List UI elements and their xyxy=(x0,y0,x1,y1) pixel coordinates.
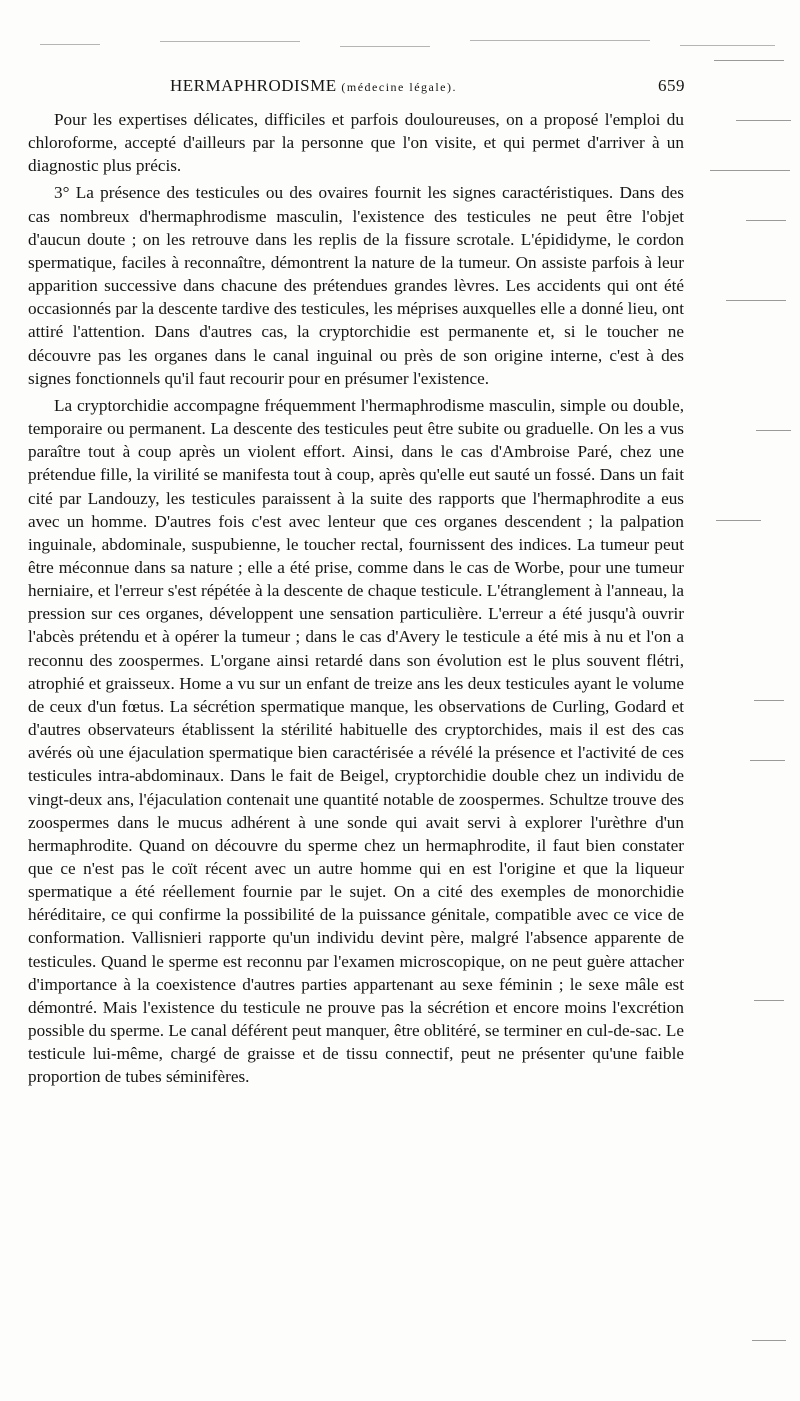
scan-noise-margin xyxy=(706,0,800,1401)
scan-noise-top xyxy=(40,36,780,54)
body-text xyxy=(28,108,684,1089)
running-title-subject: (médecine légale). xyxy=(341,80,458,94)
page-number: 659 xyxy=(658,76,685,95)
running-title xyxy=(170,76,457,96)
running-header xyxy=(170,76,685,100)
paragraph-3: La cryptorchidie accompagne fréquemment l'hermaphrodisme masculin, simple ou double, temporaire ou permanent. La descente des testicules peut être subite ou graduelle. On les a vus paraître tout à coup après un violent effort. Ainsi, dans le cas d'Ambroise Paré, chez une prétendue fille, la virilité se manifesta tout à coup, après qu'elle eut sauté un fossé. Dans un fait cité par Landouzy, les testicules paraissent à la suite des rapports que l'hermaphrodite a eus avec un homme. D'autres fois c'est avec lenteur que ces organes descendent ; la palpation inguinale, abdominale, suspubienne, le toucher rectal, fournissent des indices. La tumeur peut être méconnue dans sa nature ; elle a été prise, comme dans le cas de Worbe, pour une tumeur herniaire, et l'erreur s'est répétée à la descente de chaque testicule. L'étranglement à l'anneau, la pression sur ces organes, développent une sensation particulière. L'erreur a été jusqu'à ouvrir l'abcès prétendu et à opérer la tumeur ; dans le cas d'Avery le testicule a été mis à nu et l'on a reconnu des zoospermes. L'organe ainsi retardé dans son évolution est le plus souvent flétri, atrophié et graisseux. Home a vu sur un enfant de treize ans les deux testicules ayant le volume de ceux d'un fœtus. La sécrétion spermatique manque, les observations de Curling, Godard et d'autres observateurs établissent la stérilité habituelle des cryptorchides, mais il est des cas avérés où une éjaculation spermatique bien caractérisée a révélé la présence et l'activité de ces testicules intra-abdominaux. Dans le fait de Beigel, cryptorchidie double chez un individu de vingt-deux ans, l'éjaculation contenait une quantité notable de zoospermes. Schultze trouve des zoospermes dans le mucus adhérent à une sonde qui avait servi à explorer l'urèthre d'un hermaphrodite. Quand on découvre du sperme chez un hermaphrodite, il faut bien constater que ce n'est pas le coït récent avec un autre homme qui en est l'origine et que la liqueur spermatique a été réellement fournie par le sujet. On a cité des exemples de monorchidie héréditaire, ce qui confirme la possibilité de la puissance génitale, compatible avec ce vice de conformation. Vallisnieri rapporte qu'un individu devint père, malgré l'absence apparente de testicules. Quand le sperme est reconnu par l'examen microscopique, on ne peut guère attacher d'importance à la coexistence d'autres parties appartenant au sexe féminin ; le sexe mâle est démontré. Mais l'existence du testicule ne prouve pas la sécrétion et encore moins l'excrétion possible du sperme. Le canal déférent peut manquer, être oblitéré, se terminer en cul-de-sac. Le testicule lui-même, chargé de graisse et de tissu connectif, peut ne présenter qu'une faible proportion de tubes séminifères. xyxy=(28,395,684,1087)
running-title-main: HERMAPHRODISME xyxy=(170,76,337,95)
paragraph-2: 3° La présence des testicules ou des ovaires fournit les signes caractéristiques. Dans des cas nombreux d'hermaphrodisme masculin, l'existence des testicules ne peut être l'objet d'aucun doute ; on les retrouve dans les replis de la fissure scrotale. L'épididyme, le cordon spermatique, faciles à reconnaître, démontrent la nature de la tumeur. On assiste parfois à leur apparition successive dans chacune des prétendues grandes lèvres. Les accidents qui ont été occasionnés par la descente tardive des testicules, les méprises auxquelles elle a donné lieu, ont attiré l'attention. Dans d'autres cas, la cryptorchidie est permanente et, si le toucher ne découvre pas les organes dans le canal inguinal ou près de son origine interne, c'est à des signes fonctionnels qu'il faut recourir pour en présumer l'existence. xyxy=(28,183,684,388)
paragraph-1: Pour les expertises délicates, difficiles et parfois douloureuses, on a proposé l'emploi du chloroforme, accepté d'ailleurs par la personne que l'on visite, et qui permet d'arriver à un diagnostic plus précis. xyxy=(28,110,684,176)
